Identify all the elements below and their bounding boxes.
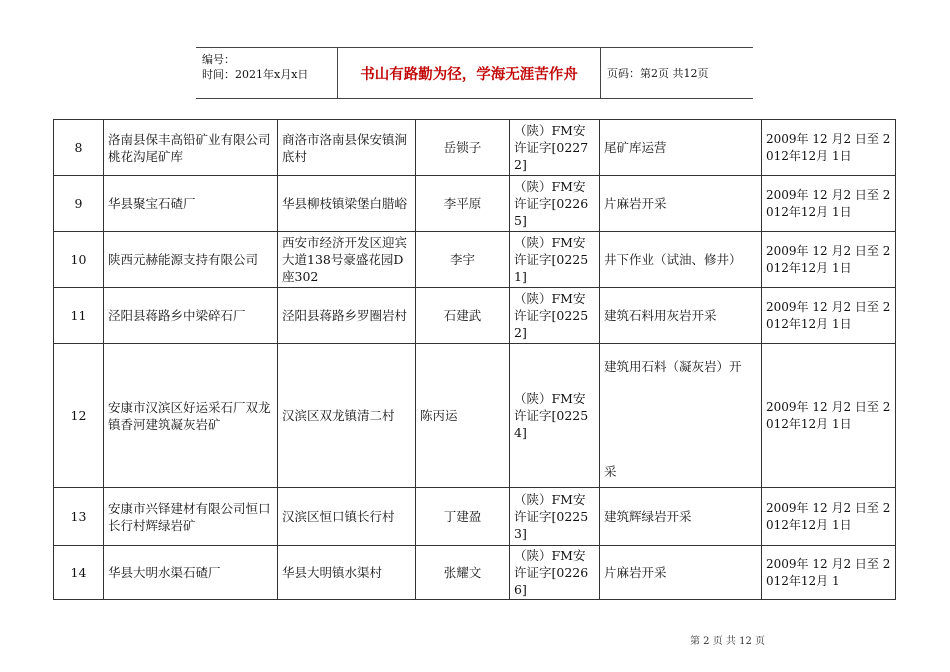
table-row [54,288,896,344]
license-table [53,119,896,600]
company-address: 华县大明镇水渠村 [278,546,416,600]
company-address: 汉滨区双龙镇清二村 [278,344,416,488]
page-header [196,47,753,99]
license-number: （陕）FM安许证字[02265] [510,176,600,232]
license-number: （陕）FM安许证字[02253] [510,488,600,546]
license-number: （陕）FM安许证字[02252] [510,288,600,344]
license-scope: 建筑辉绿岩开采 [600,488,762,546]
license-scope-top: 建筑用石料（凝灰岩）开 [604,358,742,374]
company-name: 安康市汉滨区好运采石厂双龙镇香河建筑凝灰岩矿 [104,344,278,488]
license-number: （陕）FM安许证字[02254] [510,344,600,488]
validity-period: 2009年 12 月2 日至 2012年12月 1日 [762,344,896,488]
row-number: 10 [54,232,104,288]
company-address: 泾阳县蒋路乡罗圈岩村 [278,288,416,344]
legal-person: 石建武 [416,288,510,344]
validity-period: 2009年 12 月2 日至 2012年12月 1日 [762,232,896,288]
table-row [54,488,896,546]
legal-person: 张耀文 [416,546,510,600]
row-number: 11 [54,288,104,344]
company-address: 华县柳枝镇梁堡白腊峪 [278,176,416,232]
company-name: 华县聚宝石碴厂 [104,176,278,232]
validity-period: 2009年 12 月2 日至 2012年12月 1日 [762,488,896,546]
table-row [54,176,896,232]
table-row [54,344,896,488]
table-row [54,232,896,288]
license-scope [600,344,762,488]
company-name: 安康市兴铎建材有限公司恒口长行村辉绿岩矿 [104,488,278,546]
validity-period: 2009年 12 月2 日至 2012年12月 1日 [762,176,896,232]
validity-period: 2009年 12 月2 日至 2012年12月 1日 [762,288,896,344]
row-number: 9 [54,176,104,232]
company-name: 洛南县保丰高铅矿业有限公司桃花沟尾矿库 [104,120,278,176]
header-meta [196,48,338,98]
time-label: 时间：2021年x月x日 [202,68,309,81]
row-number: 8 [54,120,104,176]
license-number: （陕）FM安许证字[02272] [510,120,600,176]
license-scope: 尾矿库运营 [600,120,762,176]
validity-period: 2009年 12 月2 日至 2012年12月 1 [762,546,896,600]
legal-person: 岳锁子 [416,120,510,176]
code-label: 编号： [202,53,235,66]
company-name: 华县大明水渠石碴厂 [104,546,278,600]
license-scope: 片麻岩开采 [600,176,762,232]
company-address: 西安市经济开发区迎宾大道138号豪盛花园D座302 [278,232,416,288]
row-number: 13 [54,488,104,546]
legal-person: 李平原 [416,176,510,232]
license-number: （陕）FM安许证字[02266] [510,546,600,600]
legal-person: 丁建盈 [416,488,510,546]
license-number: （陕）FM安许证字[02251] [510,232,600,288]
page-footer: 第 2 页 共 12 页 [690,636,765,647]
legal-person: 李宇 [416,232,510,288]
header-motto: 书山有路勤为径，学海无涯苦作舟 [338,48,601,98]
company-address: 商洛市洛南县保安镇涧底村 [278,120,416,176]
license-scope: 井下作业（试油、修井） [600,232,762,288]
license-scope-bottom: 采 [604,463,617,479]
table-row [54,546,896,600]
table-row [54,120,896,176]
license-scope: 建筑石料用灰岩开采 [600,288,762,344]
legal-person: 陈丙运 [416,344,510,488]
validity-period: 2009年 12 月2 日至 2012年12月 1日 [762,120,896,176]
company-name: 陕西元赫能源支持有限公司 [104,232,278,288]
row-number: 14 [54,546,104,600]
license-scope: 片麻岩开采 [600,546,762,600]
row-number: 12 [54,344,104,488]
company-name: 泾阳县蒋路乡中梁碎石厂 [104,288,278,344]
header-page-label: 页码：第2页 共12页 [607,67,709,80]
company-address: 汉滨区恒口镇长行村 [278,488,416,546]
